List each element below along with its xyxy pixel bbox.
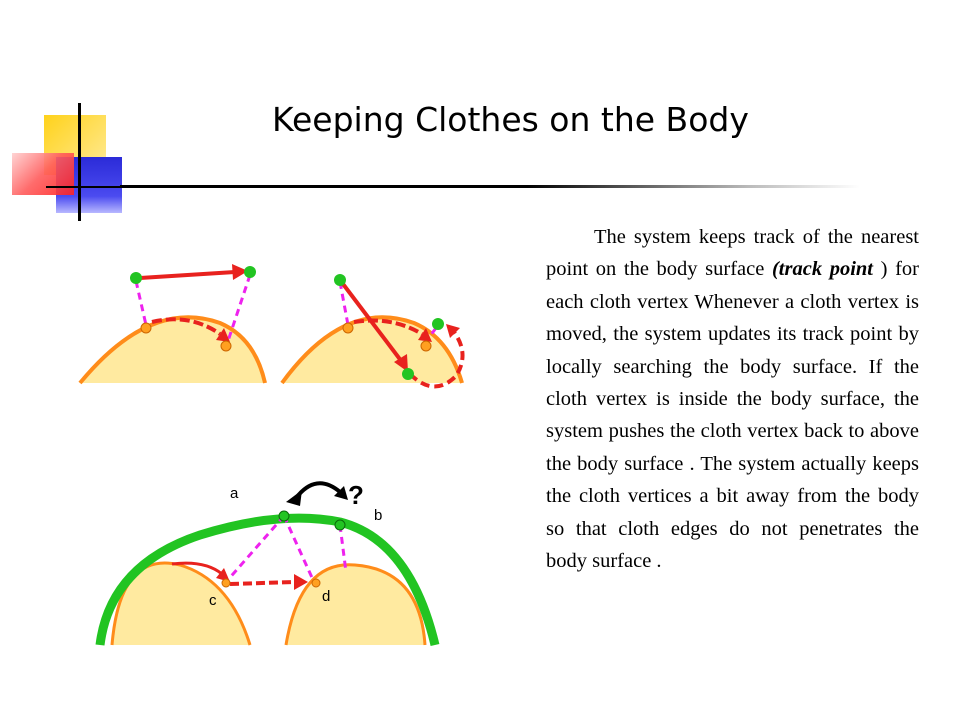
body-text-part1: The system keeps track of the nearest point on the body surface (546, 226, 919, 281)
cloth-vertex-a (279, 511, 289, 521)
diagram-track-point-left (70, 258, 270, 388)
slide-title: Keeping Clothes on the Body (272, 100, 749, 139)
track-point-end (221, 341, 231, 351)
track-arrow-c-d (230, 582, 295, 584)
track-point-end (421, 341, 431, 351)
label-b: b (374, 507, 383, 524)
title-decoration (0, 95, 140, 225)
push-back-arrow (296, 483, 340, 498)
deco-red-square (12, 153, 74, 195)
body-surface (80, 317, 265, 383)
diagram-push-back (90, 470, 450, 650)
vertex-move-arrow (140, 272, 235, 278)
diagram-track-point-right (274, 258, 474, 393)
cloth-vertex-end (244, 266, 256, 278)
push-back-arrowhead-left (286, 490, 302, 506)
question-mark: ? (348, 480, 364, 510)
title-underline (120, 185, 860, 188)
deco-vertical-line (78, 103, 81, 221)
cloth-vertex-start (334, 274, 346, 286)
link-left (136, 281, 146, 325)
label-a: a (230, 485, 239, 502)
cloth-vertex-end (432, 318, 444, 330)
label-d: d (322, 588, 331, 605)
body-text-part2: ) for each cloth vertex Whenever a cloth vertex is moved, the system updates its track point by locally searching the body surface. If the cloth vertex is inside the body surface, the system pushes the cloth vertex back to above the body surface . The system actually keeps the cloth vertices a bit away from the body so that cloth edges do not penetrates the body surface . (546, 258, 919, 573)
label-c: c (209, 592, 217, 609)
track-point-c (222, 579, 230, 587)
cloth-vertex-moved (402, 368, 414, 380)
track-point-start (141, 323, 151, 333)
body-text-emphasis: (track point (771, 258, 873, 281)
track-point-d (312, 579, 320, 587)
search-loop-arrowhead (446, 324, 460, 338)
cloth-vertex-start (130, 272, 142, 284)
link-a-d (284, 516, 314, 582)
cloth-vertex-b (335, 520, 345, 530)
slide-body-text (546, 221, 919, 577)
track-point-start (343, 323, 353, 333)
